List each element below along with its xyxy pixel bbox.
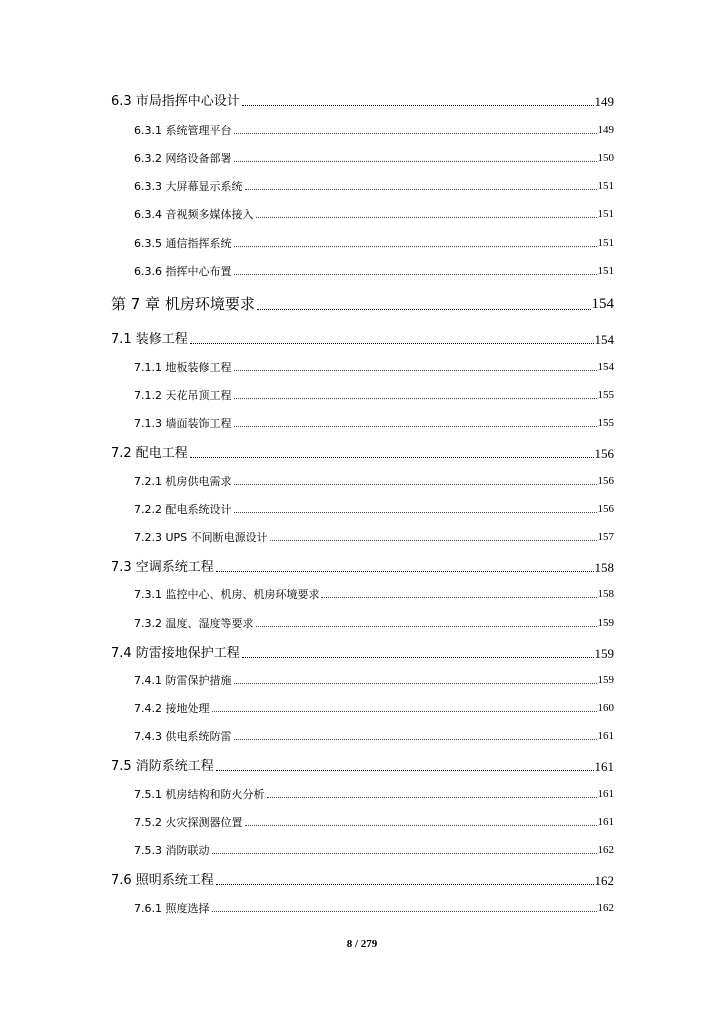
- toc-label: 6.3.5 通信指挥系统: [134, 237, 232, 250]
- leader-dots: [216, 570, 594, 572]
- toc-label: 7.5 消防系统工程: [111, 759, 214, 774]
- toc-page: 151: [597, 180, 614, 192]
- toc-entry-7-6[interactable]: [111, 874, 614, 887]
- toc-label: 7.4.2 接地处理: [134, 702, 210, 715]
- leader-dots: [234, 160, 597, 162]
- toc-entry-7-1-2[interactable]: [134, 390, 614, 401]
- toc-entry-6-3-2[interactable]: [134, 153, 614, 164]
- leader-dots: [216, 883, 594, 885]
- toc-label: 7.1.3 墙面装饰工程: [134, 417, 232, 430]
- leader-dots: [212, 710, 597, 712]
- toc-label: 7.4.3 供电系统防雷: [134, 730, 232, 743]
- toc-page: 159: [597, 617, 614, 629]
- leader-dots: [321, 596, 596, 598]
- toc-entry-7-2-2[interactable]: [134, 504, 614, 515]
- toc-label: 7.2.1 机房供电需求: [134, 475, 232, 488]
- toc-label: 7.2.3 UPS 不间断电源设计: [134, 531, 268, 544]
- toc-page: 155: [597, 417, 614, 429]
- toc-entry-7-1-3[interactable]: [134, 418, 614, 429]
- toc-entry-6-3-6[interactable]: [134, 266, 614, 277]
- toc-label: 7.6.1 照度选择: [134, 902, 210, 915]
- leader-dots: [234, 369, 597, 371]
- toc-entry-7-5[interactable]: [111, 760, 614, 773]
- toc-entry-chapter-7[interactable]: [111, 297, 614, 312]
- toc-label: 6.3.6 指挥中心布置: [134, 265, 232, 278]
- toc-entry-7-4-1[interactable]: [134, 675, 614, 686]
- leader-dots: [257, 308, 591, 310]
- toc-entry-7-5-2[interactable]: [134, 817, 614, 828]
- leader-dots: [234, 511, 597, 513]
- leader-dots: [270, 539, 597, 541]
- page-indicator: 8 / 279: [346, 938, 378, 950]
- toc-entry-7-5-1[interactable]: [134, 789, 614, 800]
- toc-label: 7.5.2 火灾探测器位置: [134, 816, 243, 829]
- toc-page: 156: [594, 446, 614, 461]
- toc-entry-6-3-1[interactable]: [134, 125, 614, 136]
- toc-page: 161: [597, 816, 614, 828]
- toc-label: 7.1.1 地板装修工程: [134, 361, 232, 374]
- leader-dots: [216, 769, 594, 771]
- leader-dots: [256, 216, 597, 218]
- toc-page: 159: [594, 646, 614, 661]
- toc-page: 151: [597, 208, 614, 220]
- toc-page: 162: [597, 902, 614, 914]
- toc-label: 7.3.1 监控中心、机房、机房环境要求: [134, 588, 320, 601]
- leader-dots: [190, 456, 594, 458]
- toc-entry-6-3[interactable]: [111, 95, 614, 108]
- toc-entry-6-3-3[interactable]: [134, 181, 614, 192]
- toc-page: 161: [594, 759, 614, 774]
- leader-dots: [256, 625, 597, 627]
- toc-entry-7-4-3[interactable]: [134, 731, 614, 742]
- leader-dots: [234, 245, 597, 247]
- toc-entry-7-5-3[interactable]: [134, 845, 614, 856]
- toc-page: 161: [597, 730, 614, 742]
- toc-label: 6.3 市局指挥中心设计: [111, 94, 240, 109]
- toc-page: 156: [597, 475, 614, 487]
- leader-dots: [234, 397, 597, 399]
- leader-dots: [242, 104, 594, 106]
- leader-dots: [234, 483, 597, 485]
- leader-dots: [234, 132, 597, 134]
- toc-entry-7-4-2[interactable]: [134, 703, 614, 714]
- leader-dots: [234, 682, 597, 684]
- toc-page: 151: [597, 237, 614, 249]
- toc-label: 7.5.1 机房结构和防火分析: [134, 788, 265, 801]
- toc-entry-7-2[interactable]: [111, 447, 614, 460]
- leader-dots: [190, 342, 594, 344]
- toc-entry-6-3-4[interactable]: [134, 209, 614, 220]
- toc-page: 149: [597, 124, 614, 136]
- toc-label: 6.3.4 音视频多媒体接入: [134, 208, 254, 221]
- toc-label: 7.2.2 配电系统设计: [134, 503, 232, 516]
- toc-label: 7.4 防雷接地保护工程: [111, 646, 240, 661]
- toc-page: 156: [597, 503, 614, 515]
- toc-page: 155: [597, 389, 614, 401]
- toc-label: 6.3.1 系统管理平台: [134, 124, 232, 137]
- toc-label: 7.4.1 防雷保护措施: [134, 674, 232, 687]
- toc-label: 7.2 配电工程: [111, 446, 188, 461]
- toc-label: 6.3.3 大屏幕显示系统: [134, 180, 243, 193]
- toc-entry-7-1[interactable]: [111, 333, 614, 346]
- leader-dots: [234, 738, 597, 740]
- toc-label: 7.1 装修工程: [111, 332, 188, 347]
- toc-entry-6-3-5[interactable]: [134, 238, 614, 249]
- toc-page: 151: [597, 265, 614, 277]
- toc-label: 7.6 照明系统工程: [111, 873, 214, 888]
- toc-page: 162: [597, 844, 614, 856]
- leader-dots: [234, 273, 597, 275]
- toc-label: 7.5.3 消防联动: [134, 844, 210, 857]
- leader-dots: [245, 188, 597, 190]
- toc-page: 161: [597, 788, 614, 800]
- leader-dots: [212, 910, 597, 912]
- toc-page: 154: [597, 361, 614, 373]
- toc-entry-7-2-1[interactable]: [134, 476, 614, 487]
- toc-page: 162: [594, 873, 614, 888]
- toc-page: 149: [594, 94, 614, 109]
- toc-page: 160: [597, 702, 614, 714]
- leader-dots: [212, 852, 597, 854]
- toc-entry-7-2-3[interactable]: [134, 532, 614, 543]
- toc-entry-7-6-1[interactable]: [134, 903, 614, 914]
- toc-label: 7.3.2 温度、湿度等要求: [134, 617, 254, 630]
- toc-entry-7-4[interactable]: [111, 647, 614, 660]
- toc-entry-7-3[interactable]: [111, 561, 614, 574]
- toc-page: 158: [594, 560, 614, 575]
- toc-page: 157: [597, 531, 614, 543]
- toc-page: 154: [594, 332, 614, 347]
- toc-label: 7.3 空调系统工程: [111, 560, 214, 575]
- toc-entry-7-1-1[interactable]: [134, 362, 614, 373]
- toc-entry-7-3-2[interactable]: [134, 618, 614, 629]
- toc-label: 6.3.2 网络设备部署: [134, 152, 232, 165]
- toc-entry-7-3-1[interactable]: [134, 589, 614, 600]
- leader-dots: [245, 824, 597, 826]
- toc-label: 7.1.2 天花吊顶工程: [134, 389, 232, 402]
- toc-page: 159: [597, 674, 614, 686]
- leader-dots: [234, 425, 597, 427]
- toc-page: 154: [591, 296, 614, 312]
- leader-dots: [267, 796, 597, 798]
- toc-page: 158: [597, 588, 614, 600]
- leader-dots: [242, 656, 594, 658]
- toc-label: 第 7 章 机房环境要求: [111, 295, 255, 313]
- toc-page: 150: [597, 152, 614, 164]
